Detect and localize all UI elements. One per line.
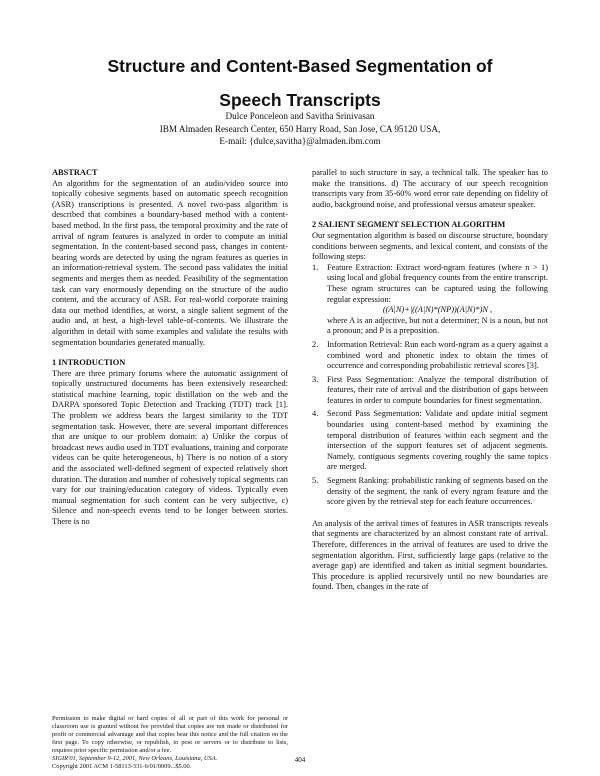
page-number: 404	[294, 756, 306, 764]
step-text: Segment Ranking: probabilistic ranking of segments based on the density of the segment, the rank of every ngram feature and the score given by the retrieval step for each feature occurrences.	[327, 476, 548, 507]
copyright-line: Copyright 2001 ACM 1-58113-331-6/01/0009...$5.00.	[52, 763, 192, 770]
paper-title-line-1: Structure and Content-Based Segmentation of	[107, 56, 493, 76]
author-block	[0, 110, 600, 148]
step-number: 1.	[312, 262, 319, 272]
step-number: 2.	[312, 339, 319, 349]
permission-text: Permission to make digital or hard copies of all or part of this work for personal or classroom use is granted without fee provided that copies are not made or distributed for profit or commercial advantage and that copies bear this notice and the full citation on the first page. To copy otherwise, or republish, to post or servers or to distribute to lists, requires prior specific permission and/or a fee.	[52, 715, 288, 754]
list-item	[312, 375, 548, 407]
step-text: First Pass Segmentation: Analyze the temporal distribution of features, their rate of arrival and the distribution of gaps between features in order to compute boundaries for finest segmentation.	[327, 374, 548, 405]
introduction-heading: 1 INTRODUCTION	[52, 358, 126, 368]
left-column	[52, 168, 288, 528]
paper-title-line-2: Speech Transcripts	[219, 90, 381, 110]
list-item	[312, 263, 548, 337]
abstract-text: An algorithm for the segmentation of an audio/video source into topically cohesive segments based on automatic speech recognition (ASR) transcriptions is presented. A novel two-pass algorithm is described that combines a boundary-based method with a content-based method. In the first pass, the temporal proximity and the rate of arrival of ngram features is analyzed in order to compute an initial segmentation. In the content-based second pass, changes in content-bearing words are detected by using the ngram features as queries in an information-retrieval system. The second pass validates the initial segments and merges them as needed. Feasibility of the segmentation task can vary enormously depending on the structure of the audio content, and the accuracy of ASR. For real-world corporate training data our method identifies, at worst, a single salient segment of the audio and, at best, a high-level table-of-contents. We illustrate the algorithm in detail with some examples and validate the results with segmentation boundaries generated manually.	[52, 178, 288, 347]
algorithm-steps	[312, 263, 548, 508]
list-item	[312, 340, 548, 372]
affiliation: IBM Almaden Research Center, 650 Harry Road, San Jose, CA 95120 USA,	[159, 123, 441, 134]
analysis-text: An analysis of the arrival times of features in ASR transcripts reveals that segments are characterized by an almost constant rate of arrival. Therefore, differences in the arrival of features are used to drive the segmentation algorithm. First, sufficiently large gaps (relative to the average gap) are identified and taken as initial segment boundaries. This procedure is applied recursively until no new boundaries are found. Then, changes in the rate of	[312, 518, 548, 592]
introduction-continued: parallel to such structure in say, a technical talk. The speaker has to make the transitions. d) The accuracy of our speech recognition transcripts vary from 35-60% word error rate depending on fidelity of audio, background noise, and professional versus amateur speaker.	[312, 168, 548, 209]
list-item	[312, 409, 548, 473]
salient-segment-intro: Our segmentation algorithm is based on discourse structure, boundary conditions between segments, and lexical content, and consists of the following steps:	[312, 230, 548, 262]
conference-info: SIGIR'01, September 9-12, 2001, New Orleans, Louisiana, USA.	[52, 755, 218, 762]
step-number: 3.	[312, 374, 319, 384]
step-text: Second Pass Segmentation: Validate and update initial segment boundaries using content-based method by examining the temporal distribution of features within each segment and the intersection of the support features set of adjacent segments. Namely, contiguous segments covering roughly the same topics are merged.	[327, 409, 548, 472]
step-number: 5.	[312, 476, 319, 486]
step-number: 4.	[312, 409, 319, 419]
right-column	[312, 168, 548, 593]
list-item	[312, 476, 548, 508]
salient-segment-heading: 2 SALIENT SEGMENT SELECTION ALGORITHM	[312, 220, 506, 230]
regex-formula: ((A|N)+|((A|N)*(NP))(A|N)*)N ,	[382, 305, 493, 315]
introduction-text: There are three primary forums where the automatic assignment of topically unstructured documents has been extensively researched: statistical machine learning, topic distillation on the web and the DARPA sponsored Topic Detection and Tracking (TDT) track [1]. The problem we address bears the largest similarity to the TDT segmentation task. However, there are several important differences that are unique to our problem domain: a) Unlike the corpus of broadcast news audio used in TDT evaluations, training and corporate videos can be quite heterogeneous, b) There is no notion of a story and the associated well-defined segment of expected relatively short duration. The duration and number of cohesively topical segments can vary for our training/education category of videos. Typically even manual segmentation for such content can be very subjective, c) Silence and non-speech events tend to be longer between stories. There is no	[52, 368, 288, 526]
step-text: Information Retrieval: Run each word-ngram as a query against a combined word and phonetic index to obtain the times of occurrence and corresponding probabilistic retrieval scores [3].	[327, 339, 548, 371]
step-text-after: where A is an adjective, but not a determiner; N is a noun, but not a pronoun; and P is a preposition.	[327, 315, 548, 336]
abstract-heading: ABSTRACT	[52, 168, 98, 177]
email: E-mail: {dulce,savitha}@almaden.ibm.com	[219, 136, 381, 147]
step-text: Feature Extraction: Extract word-ngram features (where n > 1) using local and global frequency counts from the entire transcript. These ngram structures can be captured using the following regular expression:	[327, 262, 548, 304]
authors: Dulce Ponceleon and Savitha Srinivasan	[225, 111, 375, 121]
